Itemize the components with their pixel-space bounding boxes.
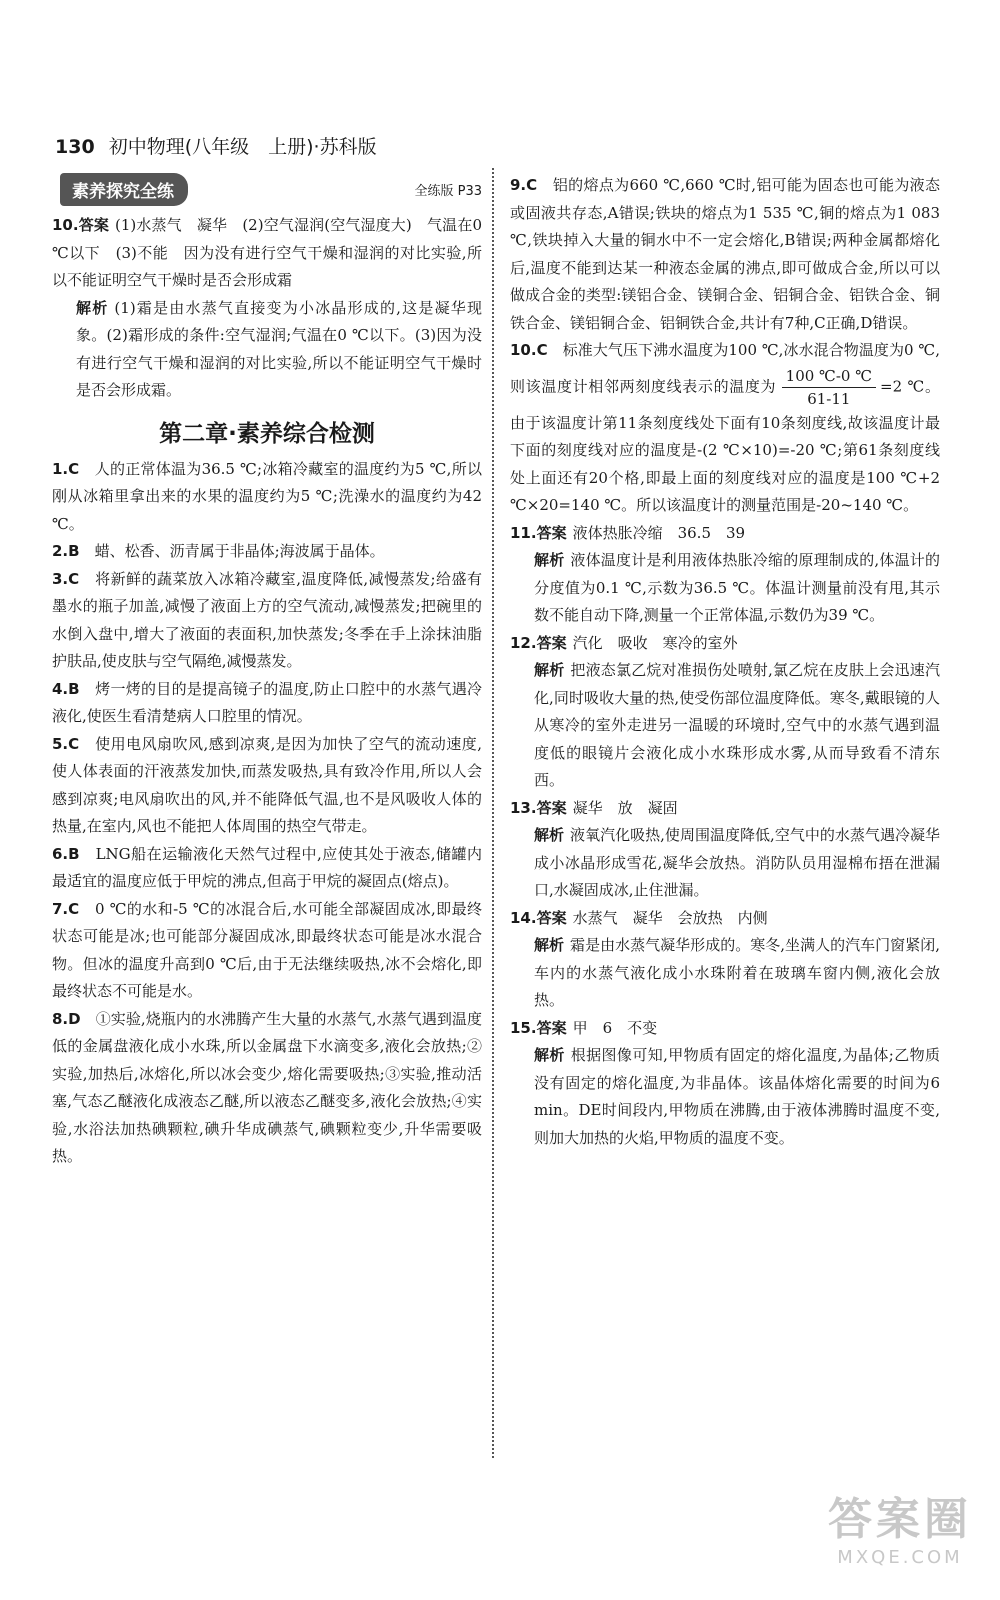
answer-label: 答案 xyxy=(536,908,567,927)
answer-label: 答案 xyxy=(536,1018,567,1037)
answer-text: 标准大气压下沸水温度为100 ℃,冰水混合物温度为0 ℃,则该温度计相邻两刻度线表示的温度为 xyxy=(510,341,940,395)
analysis-12 xyxy=(510,657,940,795)
analysis-text: 霜是由水蒸气凝华形成的。寒冬,坐满人的汽车门窗紧闭,车内的水蒸气液化成小水珠附着在玻璃车窗内侧,液化会放热。 xyxy=(534,936,940,1009)
analysis-11 xyxy=(510,547,940,630)
watermark-text: 答案圈 xyxy=(828,1494,972,1545)
item-number: 12. xyxy=(510,633,537,652)
item-number: 2.B xyxy=(52,542,80,560)
item-number: 15. xyxy=(510,1018,537,1037)
item-number: 13. xyxy=(510,798,537,817)
answer-text: 将新鲜的蔬菜放入冰箱冷藏室,温度降低,减慢蒸发;给盛有墨水的瓶子加盖,减慢了液面上方的空气流动,减慢蒸发;把碗里的水倒入盘中,增大了液面的表面积,加快蒸发;冬季在手上涂抹油脂护肤品,使皮肤与空气隔绝,减慢蒸发。 xyxy=(52,569,482,670)
answer-15 xyxy=(510,1015,940,1043)
book-title: 初中物理(八年级 上册)·苏科版 xyxy=(108,136,377,158)
left-column xyxy=(52,172,482,1171)
answer-1 xyxy=(52,456,482,539)
answer-4 xyxy=(52,676,482,731)
answer-8 xyxy=(52,1006,482,1171)
item-number: 14. xyxy=(510,908,537,927)
answer-text-continued: =2 ℃。由于该温度计第11条刻度线处下面有10条刻度线,故该温度计最下面的刻度线对应的温度是-(2 ℃×10)=-20 ℃;第61条刻度线处上面还有20个格,即最上面的刻度线对应的温度是100 ℃+2 ℃×20=140 ℃。所以该温度计的测量范围是-20~140 ℃。 xyxy=(510,377,940,514)
analysis-label: 解析 xyxy=(534,826,565,844)
right-column xyxy=(510,172,940,1152)
answer-13 xyxy=(510,795,940,823)
answer-7 xyxy=(52,896,482,1006)
answer-text: 使用电风扇吹风,感到凉爽,是因为加快了空气的流动速度,使人体表面的汗液蒸发加快,而蒸发吸热,具有致冷作用,所以人会感到凉爽;电风扇吹出的风,并不能降低气温,也不是风吸收人体的热量,在室内,风也不能把人体周围的热空气带走。 xyxy=(52,734,482,835)
answer-label: 答案 xyxy=(78,216,109,234)
answer-text: 水蒸气 凝华 会放热 内侧 xyxy=(572,908,768,927)
answer-text: (1)水蒸气 凝华 (2)空气湿润(空气湿度大) 气温在0 ℃以下 (3)不能 因为没有进行空气干燥和湿润的对比实验,所以不能证明空气干燥时是否会形成霜 xyxy=(52,216,482,289)
section-banner xyxy=(60,172,482,206)
analysis-10 xyxy=(52,295,482,405)
analysis-text: 把液态氯乙烷对准损伤处喷射,氯乙烷在皮肤上会迅速汽化,同时吸收大量的热,使受伤部位温度降低。寒冬,戴眼镜的人从寒冷的室外走进另一温暖的环境时,空气中的水蒸气遇到温度低的眼镜片会液化成小水珠形成水雾,从而导致看不清东西。 xyxy=(534,661,940,789)
analysis-label: 解析 xyxy=(534,1046,565,1064)
analysis-label: 解析 xyxy=(534,661,565,679)
item-number: 4.B xyxy=(52,679,80,698)
analysis-text: 液体温度计是利用液体热胀冷缩的原理制成的,体温计的分度值为0.1 ℃,示数为36.5 ℃。体温计测量前没有甩,其示数不能自动下降,测量一个正常体温,示数仍为39 ℃。 xyxy=(534,551,940,624)
item-number: 10.C xyxy=(510,341,548,359)
analysis-label: 解析 xyxy=(534,936,565,954)
analysis-15 xyxy=(510,1042,940,1152)
answer-5 xyxy=(52,731,482,841)
answer-text: ①实验,烧瓶内的水沸腾产生大量的水蒸气,水蒸气遇到温度低的金属盘液化成小水珠,所以金属盘下水滴变多,液化会放热;②实验,加热后,冰熔化,所以冰会变少,熔化需要吸热;③实验,推动活塞,气态乙醚液化成液态乙醚,所以液态乙醚变多,液化会放热;④实验,水浴法加热碘颗粒,碘升华成碘蒸气,碘颗粒变少,升华需要吸热。 xyxy=(52,1009,482,1165)
watermark-url: MXQE.COM xyxy=(837,1547,963,1568)
item-number: 5.C xyxy=(52,734,80,753)
page-header xyxy=(55,132,377,159)
answer-2 xyxy=(52,538,482,566)
answer-text: 烤一烤的目的是提高镜子的温度,防止口腔中的水蒸气遇冷液化,使医生看清楚病人口腔里的情况。 xyxy=(52,679,482,725)
analysis-text: 根据图像可知,甲物质有固定的熔化温度,为晶体;乙物质没有固定的熔化温度,为非晶体。该晶体熔化需要的时间为6 min。DE时间段内,甲物质在沸腾,由于液体沸腾时温度不变,则加大加热的火焰,甲物质的温度不变。 xyxy=(534,1046,940,1147)
section-title: 第二章·素养综合检测 xyxy=(159,420,375,447)
item-number: 9.C xyxy=(510,176,538,194)
analysis-label: 解析 xyxy=(76,298,109,317)
analysis-text: 液氧汽化吸热,使周围温度降低,空气中的水蒸气遇冷凝华成小冰晶形成雪花,凝华会放热。消防队员用湿棉布捂在泄漏口,水凝固成冰,止住泄漏。 xyxy=(534,826,940,899)
banner-tag: 素养探究全练 xyxy=(60,173,188,206)
answer-text: LNG船在运输液化天然气过程中,应使其处于液态,储罐内最适宜的温度应低于甲烷的沸点,但高于甲烷的凝固点(熔点)。 xyxy=(52,844,482,890)
answer-text: 汽化 吸收 寒冷的室外 xyxy=(572,633,738,652)
analysis-label: 解析 xyxy=(534,551,565,569)
item-number: 6.B xyxy=(52,844,80,863)
answer-14 xyxy=(510,905,940,933)
item-number: 10. xyxy=(52,216,79,234)
column-divider xyxy=(492,168,494,1458)
answer-9 xyxy=(510,172,940,337)
answer-6 xyxy=(52,841,482,896)
answer-text: 甲 6 不变 xyxy=(572,1018,658,1037)
fraction-denominator: 61-11 xyxy=(807,389,851,408)
item-number: 3.C xyxy=(52,569,80,588)
fraction-numerator: 100 ℃-0 ℃ xyxy=(782,365,876,388)
page-number: 130 xyxy=(55,136,95,158)
answer-text: 铝的熔点为660 ℃,660 ℃时,铝可能为固态也可能为液态或固液共存态,A错误;铁块的熔点为1 535 ℃,铜的熔点为1 083 ℃,铁块掉入大量的铜水中不一定会熔化,B错误;两种金属都熔化后,温度不能到达某一种液态金属的沸点,即可做成合金,所以可以做成合金的类型:镁铝合金、镁铜合金、铝铜合金、铝铁合金、铜铁合金、镁铝铜合金、铝铜铁合金,共计有7种,C正确,D错误。 xyxy=(510,176,940,332)
answer-text: 0 ℃的水和-5 ℃的冰混合后,水可能全部凝固成冰,即最终状态可能是冰;也可能部分凝固成冰,即最终状态可能是冰水混合物。但冰的温度升高到0 ℃后,由于无法继续吸热,冰不会熔化,即最终状态不可能是水。 xyxy=(52,899,482,1000)
item-number: 7.C xyxy=(52,899,80,918)
answer-text: 液体热胀冷缩 36.5 39 xyxy=(572,523,746,542)
item-number: 1.C xyxy=(52,459,80,478)
answer-label: 答案 xyxy=(536,523,567,542)
answer-10c xyxy=(510,337,940,520)
answer-12 xyxy=(510,630,940,658)
analysis-text: (1)霜是由水蒸气直接变为小冰晶形成的,这是凝华现象。(2)霜形成的条件:空气湿润;气温在0 ℃以下。(3)因为没有进行空气干燥和湿润的对比实验,所以不能证明空气干燥时是否会形成霜。 xyxy=(76,298,482,399)
answer-label: 答案 xyxy=(536,633,567,652)
analysis-14 xyxy=(510,932,940,1015)
answer-text: 蜡、松香、沥青属于非晶体;海波属于晶体。 xyxy=(94,542,385,560)
answer-text: 凝华 放 凝固 xyxy=(572,798,678,817)
item-number: 11. xyxy=(510,523,537,542)
banner-ref: 全练版 P33 xyxy=(414,183,482,199)
item-number: 8.D xyxy=(52,1009,81,1028)
answer-text: 人的正常体温为36.5 ℃;冰箱冷藏室的温度约为5 ℃,所以刚从冰箱里拿出来的水果的温度约为5 ℃;洗澡水的温度约为42 ℃。 xyxy=(52,459,482,533)
fraction xyxy=(782,365,876,410)
answer-10 xyxy=(52,212,482,295)
watermark-logo xyxy=(828,1483,972,1568)
answer-label: 答案 xyxy=(536,798,567,817)
answer-11 xyxy=(510,520,940,548)
analysis-13 xyxy=(510,822,940,905)
answer-3 xyxy=(52,566,482,676)
